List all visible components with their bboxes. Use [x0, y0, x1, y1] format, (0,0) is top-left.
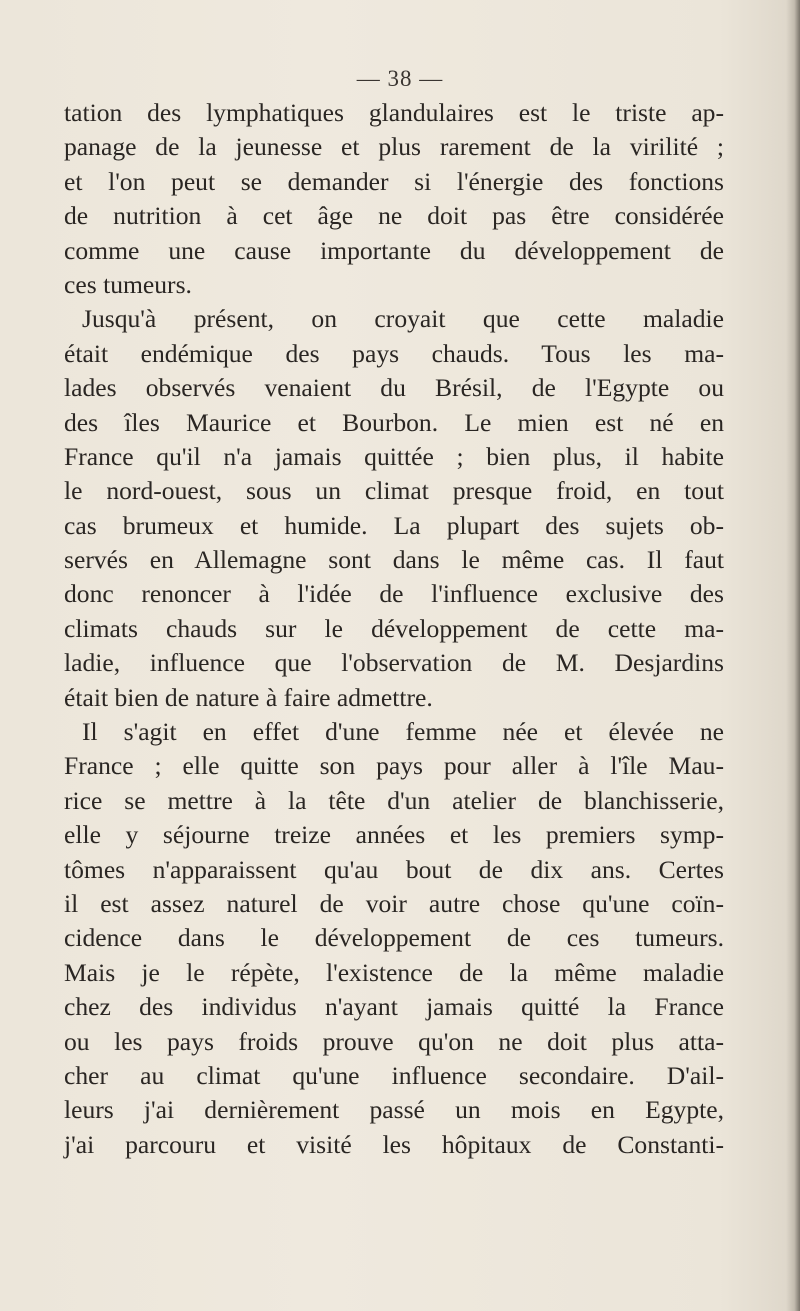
- text-line: était endémique des pays chauds. Tous les ma-: [64, 338, 724, 368]
- text-line: elle y séjourne treize années et les premiers symp-: [64, 820, 724, 850]
- text-line: cher au climat qu'une influence secondaire. D'ail-: [64, 1060, 724, 1090]
- text-line: rice se mettre à la tête d'un atelier de blanchisserie,: [64, 785, 724, 815]
- text-line: comme une cause importante du développement de: [64, 235, 724, 265]
- text-line: Jusqu'à présent, on croyait que cette maladie: [82, 304, 724, 334]
- text-line: lades observés venaient du Brésil, de l'Egypte ou: [64, 373, 724, 403]
- text-line: cidence dans le développement de ces tumeurs.: [64, 923, 724, 953]
- text-line: ou les pays froids prouve qu'on ne doit plus atta-: [64, 1026, 724, 1056]
- page-edge-shadow: [786, 0, 800, 1311]
- text-line: ces tumeurs.: [64, 269, 192, 299]
- text-line: chez des individus n'ayant jamais quitté la France: [64, 992, 724, 1022]
- text-line: climats chauds sur le développement de cette ma-: [64, 613, 724, 643]
- page-number: — 38 —: [356, 66, 444, 91]
- text-line: était bien de nature à faire admettre.: [64, 682, 433, 712]
- text-line: tômes n'apparaissent qu'au bout de dix ans. Certes: [64, 854, 724, 884]
- text-line: servés en Allemagne sont dans le même cas. Il faut: [64, 545, 724, 575]
- text-line: Il s'agit en effet d'une femme née et élevée ne: [82, 717, 724, 747]
- text-line: France ; elle quitte son pays pour aller à l'île Mau-: [64, 751, 724, 781]
- text-line: ladie, influence que l'observation de M. Desjardins: [64, 648, 724, 678]
- text-line: le nord-ouest, sous un climat presque froid, en tout: [64, 476, 724, 506]
- body-text: [64, 96, 724, 1162]
- text-line: donc renoncer à l'idée de l'influence exclusive des: [64, 579, 724, 609]
- text-line: j'ai parcouru et visité les hôpitaux de Constanti-: [64, 1129, 724, 1159]
- text-line: des îles Maurice et Bourbon. Le mien est né en: [64, 407, 724, 437]
- text-line: il est assez naturel de voir autre chose qu'une coïn-: [64, 888, 724, 918]
- text-line: de nutrition à cet âge ne doit pas être considérée: [64, 201, 724, 231]
- text-line: et l'on peut se demander si l'énergie des fonctions: [64, 166, 724, 196]
- text-line: Mais je le répète, l'existence de la même maladie: [64, 957, 724, 987]
- text-line: cas brumeux et humide. La plupart des sujets ob-: [64, 510, 724, 540]
- text-line: leurs j'ai dernièrement passé un mois en Egypte,: [64, 1095, 724, 1125]
- text-line: France qu'il n'a jamais quittée ; bien plus, il habite: [64, 441, 724, 471]
- text-line: panage de la jeunesse et plus rarement de la virilité ;: [64, 132, 724, 162]
- text-line: tation des lymphatiques glandulaires est le triste ap-: [64, 98, 724, 127]
